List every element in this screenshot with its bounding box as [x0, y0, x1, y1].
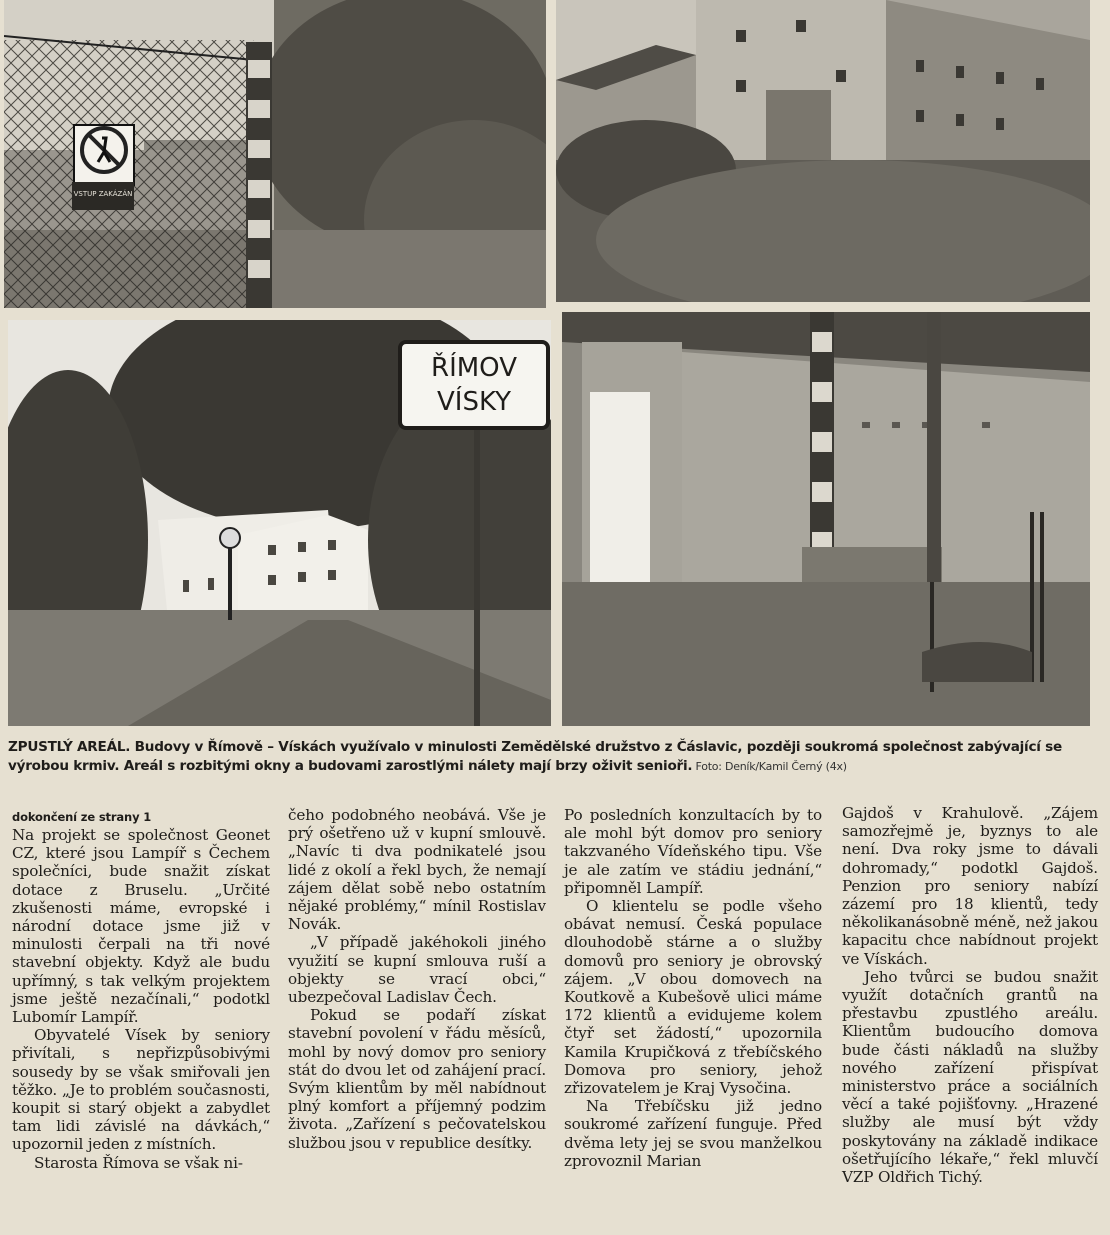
paragraph: Jeho tvůrci se budou snažit využít dotačních grantů na přestavbu zpustlého areálu. Klientům budoucího domova bude části nákladů na služby nového zařízení přispívat ministerstvo práce a sociálních věcí a také pojišťovny. „Hrazené služby ale musí být vždy poskytovány na základě indikace ošetřujícího lékaře,“ řekl mluvčí VZP Oldřich Tichý.: [842, 967, 1098, 1187]
article-column-3: [564, 806, 822, 1170]
paragraph: O klientelu se podle všeho obávat nemusí. Česká populace dlouhodobě stárne a o služby domovů pro seniory je obrovský zájem. „V obou domovech na Koutkově a Kubešově ulici máme 172 klientů a evidujeme kolem čtyř set žádostí,“ upozornila Kamila Krupičková z třebíčského Domova pro seniory, jehož zřizovatelem je Kraj Vysočina.: [564, 897, 822, 1098]
photo-barn-interior: [562, 312, 1090, 726]
continuation-kicker: dokončení ze strany 1: [12, 810, 152, 824]
paragraph: Na Třebíčsku již jedno soukromé zařízení funguje. Před dvěma lety jej se svou manželkou zprovoznil Marian: [564, 1097, 822, 1170]
caption-credit: Foto: Deník/Kamil Černý (4x): [692, 760, 847, 773]
village-sign-line1: ŘÍMOV: [431, 353, 517, 383]
caption-head: ZPUSTLÝ AREÁL.: [8, 739, 131, 755]
article-column-1: [12, 810, 270, 1172]
paragraph: Po posledních konzultacích by to ale mohl být domov pro seniory takzvaného Vídeňského tipu. Vše je ale zatím ve stádiu jednání,“ připomněl Lampíř.: [564, 806, 822, 897]
paragraph: Na projekt se společnost Geonet CZ, které jsou Lampíř s Čechem společníci, bude snažit získat dotace z Bruselu. „Určité zkušenosti máme, evropské i národní dotace jsme již v minulosti čerpali na tři nové stavební objekty. Když ale budu upřímný, s tak velkým projektem jsme ještě nezačínali,“ podotkl Lubomír Lampíř.: [12, 826, 270, 1027]
photo-fence-sign: [4, 0, 546, 308]
photo-caption: [8, 738, 1098, 776]
paragraph: „V případě jakéhokoli jiného využití se kupní smlouva ruší a objekty se vrací obci,“ ubezpečoval Ladislav Čech.: [288, 933, 546, 1007]
article-column-2: [288, 806, 546, 1152]
article-column-4: [842, 804, 1098, 1186]
paragraph: čeho podobného neobává. Vše je prý ošetřeno už v kupní smlouvě. „Navíc ti dva podnikatelé jsou lidé z okolí a řekl bych, že nemají zájem dělat sobě nebo ostatním nějaké problémy,“ mínil Rostislav Novák.: [288, 806, 546, 934]
caption-text: Budovy v Římově – Vískách využívalo v minulosti Zemědělské družstvo z Čáslavic, později soukromá společnost zabývající se výrobou krmiv. Areál s rozbitými okny a budovami zarostlými nálety mají brzy oživit senioři.: [8, 739, 1062, 774]
paragraph: Gajdoš v Krahulově. „Zájem samozřejmě je, byznys to ale není. Dva roky jsme to dávali dohromady,“ podotkl Gajdoš. Penzion pro seniory nabízí zázemí pro 18 klientů, tedy několikanásobně méně, než jakou kapacitu chce nabídnout projekt ve Vískách.: [842, 804, 1098, 968]
paragraph: Obyvatelé Vísek by seniory přivítali, s nepřizpůsobivými sousedy by se však smiřovali jen těžko. „Je to problém současnosti, koupit si starý objekt a zabydlet tam lidi závislé na dávkách,“ upozornil jeden z místních.: [12, 1026, 270, 1154]
fence-sign-text: VSTUP ZAKÁZÁN: [73, 190, 133, 198]
village-sign-line2: VÍSKY: [437, 387, 511, 417]
photo-warehouse: [556, 0, 1090, 302]
photo-village-sign: [8, 320, 551, 726]
paragraph: Starosta Římova se však ni-: [34, 1153, 243, 1172]
paragraph: Pokud se podaří získat stavební povolení v řádu měsíců, mohl by nový domov pro seniory stát do dvou let od zahájení prací. Svým klientům by měl nabídnout plný komfort a příjemný podzim života. „Zařízení s pečovatelskou službou jsou v republice desítky.: [288, 1006, 546, 1152]
